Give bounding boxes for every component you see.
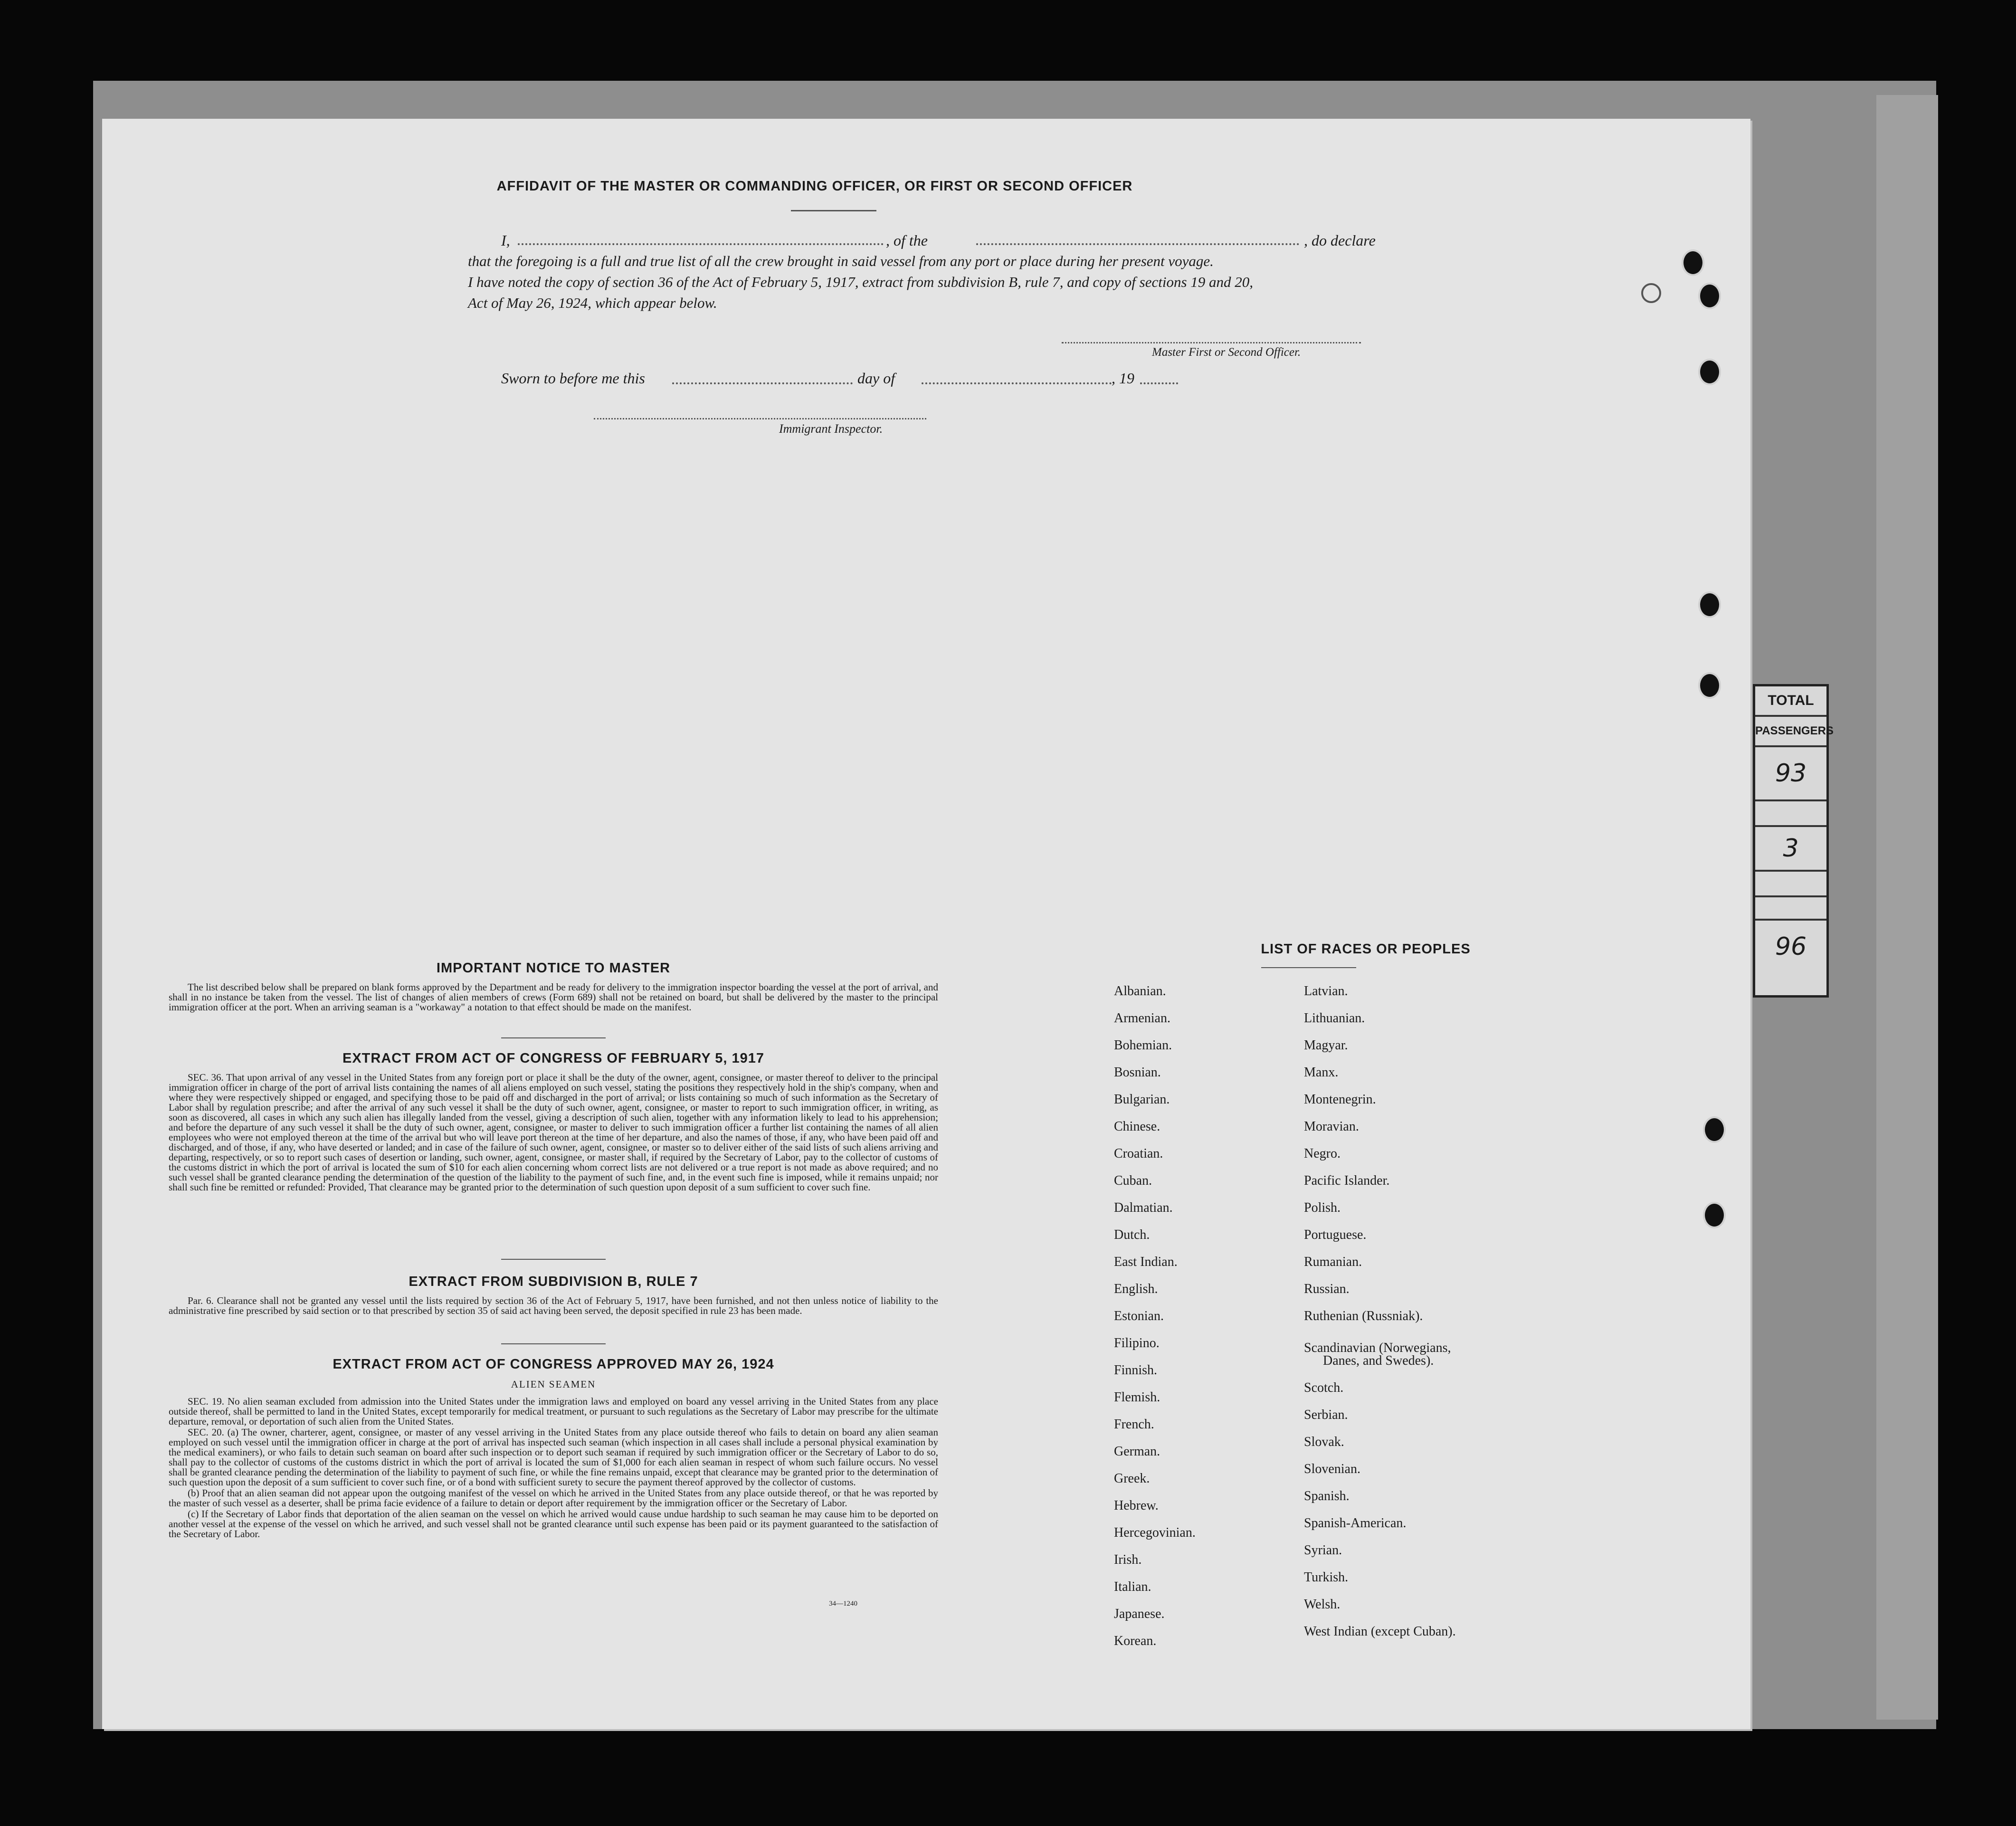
tab-blank-row	[1755, 897, 1826, 921]
rule-7-title: EXTRACT FROM SUBDIVISION B, RULE 7	[409, 1274, 698, 1289]
inspector-signature-line	[594, 418, 926, 419]
race-list-item: German.	[1114, 1444, 1160, 1459]
affidavit-i: I,	[501, 232, 510, 249]
race-list-item: Dutch.	[1114, 1227, 1150, 1242]
binder-hole	[1698, 283, 1721, 309]
binder-hole	[1703, 1116, 1726, 1143]
tab-value-3: 96	[1775, 932, 1807, 961]
race-list-item: Moravian.	[1304, 1119, 1359, 1134]
race-list-item: Bosnian.	[1114, 1065, 1161, 1080]
race-list-item: Filipino.	[1114, 1336, 1160, 1350]
master-signature-line	[1062, 342, 1361, 343]
vessel-name-line	[976, 243, 1299, 245]
race-list-item: Bulgarian.	[1114, 1092, 1170, 1107]
race-list-item: Syrian.	[1304, 1543, 1342, 1558]
race-list-item: Turkish.	[1304, 1570, 1349, 1585]
race-list-item: English.	[1114, 1282, 1158, 1296]
extract-1917-title: EXTRACT FROM ACT OF CONGRESS OF FEBRUARY 5, 1917	[342, 1051, 765, 1066]
race-list-item: Chinese.	[1114, 1119, 1160, 1134]
race-list-item: Montenegrin.	[1304, 1092, 1376, 1107]
tab-value-2: 3	[1755, 827, 1826, 872]
race-list-item: French.	[1114, 1417, 1154, 1432]
section-20a-paragraph: SEC. 20. (a) The owner, charterer, agent, consignee, or master of any vessel arriving in the United States from any place outside thereof who fails to detain on board any alien seaman employed on such vessel until the immigration officer in charge at the port of arrival has inspected such seaman (which inspection in all cases shall include a personal physical examination by the medical examiners), or who fails to detain such seaman on board after such inspection or to deport such seaman if required by such immigration officer or the Secretary of Labor to do so, shall pay to the collector of customs of the customs district in which the port of arrival is located the sum of $1,000 for each alien seaman in respect of whom such failure occurs. No vessel shall be granted clearance pending the determination of the liability to payment of such fine, or while the fine remains unpaid, except that clearance may be granted prior to the determination of such question upon the deposit of a sum sufficient to cover such fine, or of a bond with sufficient surety to secure the payment thereof approved by the collector of customs.	[169, 1427, 938, 1488]
race-list-item: Pacific Islander.	[1304, 1173, 1390, 1188]
race-list-item: Estonian.	[1114, 1309, 1164, 1323]
section-20b-paragraph: (b) Proof that an alien seaman did not appear upon the outgoing manifest of the vessel on which he arrived in the United States from any place outside thereof, or that he was reported by the master of such vessel as a deserter, shall be prima facie evidence of a failure to detain or deport after requirement by the immigration officer or the Secretary of Labor.	[169, 1487, 938, 1509]
race-list-item: Lithuanian.	[1304, 1011, 1365, 1026]
binder-hole	[1682, 249, 1704, 276]
tab-header-total: TOTAL	[1755, 686, 1826, 717]
binder-hole	[1698, 591, 1721, 618]
race-list-item: Scandinavian (Norwegians,	[1304, 1341, 1451, 1355]
section-36-paragraph: SEC. 36. That upon arrival of any vessel in the United States from any foreign port or place it shall be the duty of the owner, agent, consignee, or master thereof to deliver to the principal immigration officer in charge of the port of arrival lists containing the names of all aliens employed on such vessel, stating the positions they respectively hold in the ship's company, when and where they were respectively shipped or engaged, and specifying those to be paid off and discharged in the port of arrival; or lists containing so much of such information as the Secretary of Labor shall by regulation prescribe; and after the arrival of any such vessel it shall be the duty of such owner, agent, consignee, or master to report to such immigration officer, in writing, as soon as discovered, all cases in which any such alien has illegally landed from the vessel, giving a description of such alien, together with any information likely to lead to his apprehension; and before the departure of any such vessel it shall be the duty of such owner, agent, consignee, or master to deliver to such immigration officer a further list containing the names of all alien employees who were not employed thereon at the time of the arrival but who will leave port thereon at the time of her departure, and also the names of those, if any, who have been paid off and discharged, and of those, if any, who have deserted or landed; and in case of the failure of such owner, agent, consignee, or master so to deliver either of the said lists of such aliens arriving and departing, respectively, or so to report such cases of desertion or landing, such owner, agent, consignee, or master shall, if required by the Secretary of Labor, pay to the collector of customs of the customs district in which the port of arrival is located the sum of $10 for each alien concerning whom correct lists are not delivered or a true report is not made as above required; and no such vessel shall be granted clearance pending the determination of the question of the liability to the payment of such fine, and, in the event such fine is imposed, while it remains unpaid; nor shall such fine be remitted or refunded: Provided, That clearance may be granted prior to the determination of such question upon deposit of a sum sufficient to cover such fine.	[169, 1072, 938, 1193]
race-list-item: Scotch.	[1304, 1380, 1344, 1395]
race-list-item: Manx.	[1304, 1065, 1339, 1080]
race-list-item: Serbian.	[1304, 1408, 1348, 1422]
race-list-item: Rumanian.	[1304, 1255, 1362, 1269]
affidavit-of-the: , of the	[886, 232, 928, 249]
race-list-item: Greek.	[1114, 1471, 1150, 1486]
section-divider	[501, 1259, 606, 1260]
affidavit-line3: I have noted the copy of section 36 of the Act of February 5, 1917, extract from subdivision B, rule 7, and copy of sections 19 and 20,	[468, 274, 1254, 290]
master-signature-label: Master First or Second Officer.	[1152, 346, 1301, 359]
title-divider	[791, 210, 876, 211]
extract-1924-text	[169, 1397, 938, 1540]
race-list-item: Negro.	[1304, 1146, 1341, 1161]
form-page	[102, 119, 1750, 1729]
section-divider	[501, 1343, 606, 1344]
race-list-item: Dalmatian.	[1114, 1200, 1173, 1215]
tab-value-1: 93	[1755, 747, 1826, 801]
race-list-item: Croatian.	[1114, 1146, 1163, 1161]
race-list-item: Magyar.	[1304, 1038, 1348, 1053]
race-list-item: West Indian (except Cuban).	[1304, 1624, 1456, 1639]
race-list-item: Japanese.	[1114, 1607, 1165, 1621]
race-list-item: Latvian.	[1304, 984, 1348, 999]
race-list-item: Hebrew.	[1114, 1498, 1159, 1513]
tab-header-passengers: PASSENGERS	[1755, 717, 1826, 747]
notice-text	[169, 982, 938, 1013]
binder-hole	[1703, 1202, 1726, 1228]
section-divider	[501, 1037, 606, 1038]
races-column-1	[1114, 978, 1196, 1655]
races-title: LIST OF RACES OR PEOPLES	[1261, 942, 1471, 957]
tab-blank-row	[1755, 872, 1826, 897]
corner-mark-icon	[1641, 283, 1661, 303]
affidavit-title: AFFIDAVIT OF THE MASTER OR COMMANDING OFFICER, OR FIRST OR SECOND OFFICER	[496, 179, 1133, 194]
race-list-item: Bohemian.	[1114, 1038, 1172, 1053]
race-list-item: Cuban.	[1114, 1173, 1152, 1188]
race-list-item: Armenian.	[1114, 1011, 1170, 1026]
race-list-item: Slovenian.	[1304, 1462, 1360, 1476]
races-divider	[1261, 967, 1356, 968]
section-19-paragraph: SEC. 19. No alien seaman excluded from admission into the United States under the immigration laws and employed on board any vessel arriving in the United States from any place outside thereof, shall be permitted to land in the United States, except temporarily for medical treatment, or pursuant to such regulations as the Secretary of Labor may prescribe for the ultimate departure, removal, or deportation of such alien from the United States.	[169, 1396, 938, 1427]
day-of-text: day of	[857, 370, 895, 387]
underlying-sheet-edge	[1876, 95, 1938, 1720]
affidavit-declare: , do declare	[1304, 232, 1376, 249]
race-list-item: East Indian.	[1114, 1255, 1178, 1269]
race-list-item: Finnish.	[1114, 1363, 1158, 1378]
race-list-item: Italian.	[1114, 1579, 1151, 1594]
sworn-month-line	[922, 382, 1112, 384]
year-prefix: , 19	[1112, 370, 1134, 387]
affidavit-line4: Act of May 26, 1924, which appear below.	[468, 295, 717, 311]
passenger-total-tab	[1753, 684, 1834, 998]
master-name-line	[518, 243, 884, 245]
race-list-item: Slovak.	[1304, 1435, 1344, 1449]
notice-title: IMPORTANT NOTICE TO MASTER	[436, 961, 671, 976]
race-list-item: Portuguese.	[1304, 1227, 1367, 1242]
rule-7-text	[169, 1296, 938, 1317]
binder-hole	[1698, 672, 1721, 699]
race-list-item: Polish.	[1304, 1200, 1341, 1215]
race-list-item: Russian.	[1304, 1282, 1350, 1296]
sworn-text: Sworn to before me this	[501, 370, 645, 387]
race-list-item: Flemish.	[1114, 1390, 1160, 1405]
race-list-item: Ruthenian (Russniak).	[1304, 1309, 1423, 1323]
race-list-item: Welsh.	[1304, 1597, 1341, 1612]
alien-seamen-subtitle: ALIEN SEAMEN	[511, 1379, 596, 1390]
form-number: 34—1240	[829, 1600, 857, 1607]
tab-blank-row	[1755, 801, 1826, 827]
inspector-label: Immigrant Inspector.	[779, 422, 883, 436]
extract-1917-text	[169, 1073, 938, 1193]
race-list-item: Hercegovinian.	[1114, 1525, 1196, 1540]
section-20c-paragraph: (c) If the Secretary of Labor finds that deportation of the alien seaman on the vessel on which he arrived would cause undue hardship to such seaman he may cause him to be deported on another vessel at the expense of the vessel on which he arrived, and such vessel shall not be granted clearance until such expense has been paid or its payment guaranteed to the satisfaction of the Secretary of Labor.	[169, 1508, 938, 1540]
extract-1924-title: EXTRACT FROM ACT OF CONGRESS APPROVED MAY 26, 1924	[333, 1357, 774, 1372]
affidavit-line2: that the foregoing is a full and true list of all the crew brought in said vessel from any port or place during her present voyage.	[468, 253, 1214, 269]
race-list-item: Korean.	[1114, 1634, 1157, 1648]
sworn-day-line	[672, 382, 853, 384]
race-list-item: Danes, and Swedes).	[1323, 1353, 1434, 1368]
binder-hole	[1698, 359, 1721, 385]
race-list-item: Irish.	[1114, 1552, 1142, 1567]
races-column-2	[1304, 978, 1456, 1645]
year-line	[1140, 382, 1178, 384]
race-list-item: Albanian.	[1114, 984, 1166, 999]
race-list-item: Spanish-American.	[1304, 1516, 1407, 1531]
race-list-item: Spanish.	[1304, 1489, 1350, 1503]
rule-7-paragraph: Par. 6. Clearance shall not be granted any vessel until the lists required by section 36 of the Act of February 5, 1917, have been furnished, and not then unless notice of liability to the administrative fine prescribed by said section or to that prescribed by section 35 of said act having been served, the deposit specified in rule 23 has been made.	[169, 1295, 938, 1316]
notice-paragraph: The list described below shall be prepared on blank forms approved by the Department and be ready for delivery to the immigration inspector boarding the vessel at the port of arrival, and shall in no instance be taken from the vessel. The list of changes of alien members of crews (Form 689) shall not be retained on board, but shall be delivered by the master to the principal immigration officer at the port. When an arriving seaman is a "workaway" a notation to that effect should be made on the manifest.	[169, 981, 938, 1013]
